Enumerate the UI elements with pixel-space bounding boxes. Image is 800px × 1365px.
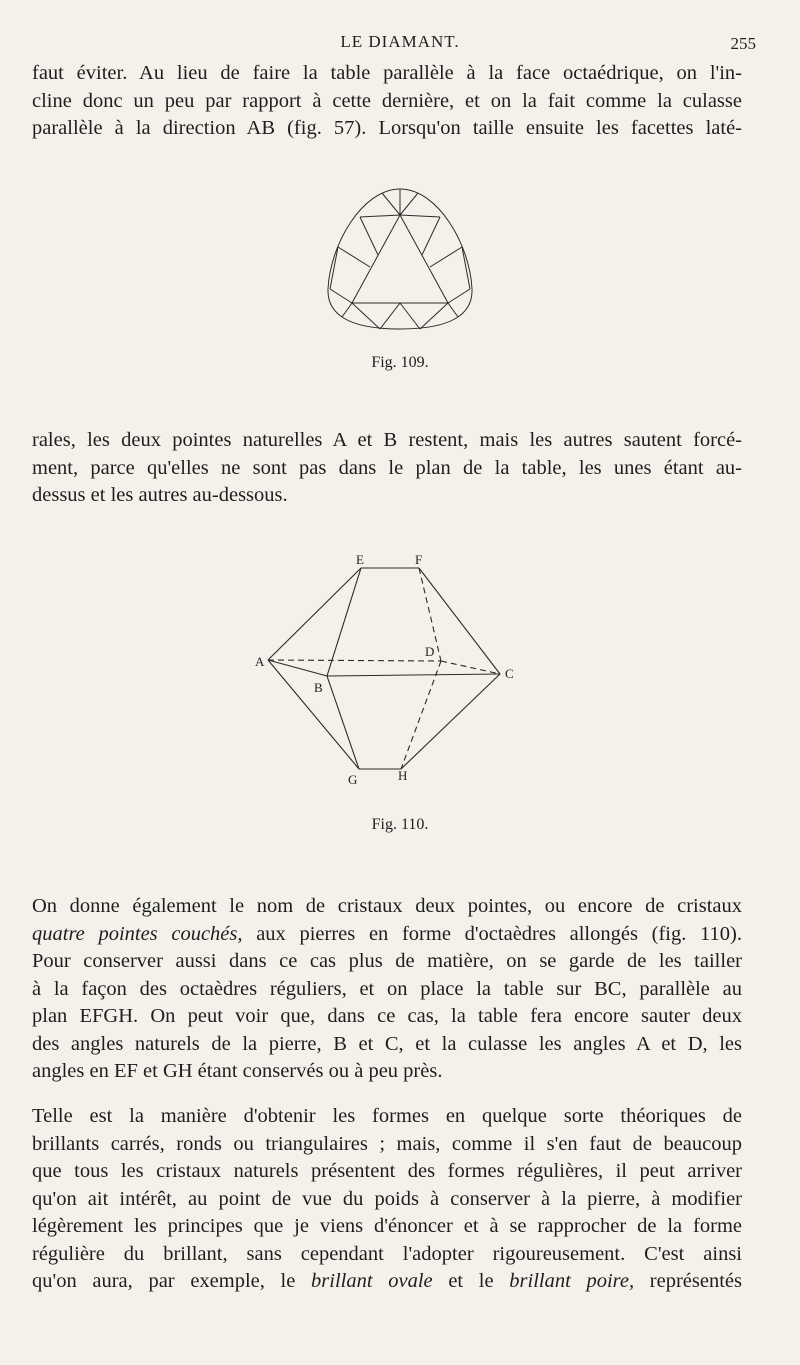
text-line: plan EFGH. On peut voir que, dans ce cas, la table fera encore sauter deux [32, 1005, 742, 1027]
paragraph-4 [32, 1103, 742, 1296]
italic-phrase: brillant ovale [311, 1270, 433, 1292]
paragraph-1 [32, 60, 742, 143]
vertex-label-b: B [314, 680, 323, 695]
text-line: qu'on ait intérêt, au point de vue du poids à conserver à la pierre, à modifier [32, 1187, 742, 1210]
text-span: représentés [634, 1270, 743, 1292]
vertex-label-g: G [348, 772, 358, 787]
text-line: Telle est la manière d'obtenir les formes en quelque sorte théoriques de [32, 1105, 742, 1127]
figure-110 [0, 548, 800, 798]
text-line: rales, les deux pointes naturelles A et B restent, mais les autres sautent forcé- [32, 429, 742, 451]
text-span: qu'on aura, par exemple, le [32, 1270, 312, 1292]
text-line [32, 921, 742, 949]
page-header [0, 28, 800, 52]
figure-110-caption: Fig. 110. [371, 816, 429, 833]
text-line: régulière du brillant, sans cependant l'adopter rigoureusement. C'est ainsi [32, 1242, 742, 1265]
text-line: légèrement les principes que je viens d'énoncer et à se rapprocher de la forme [32, 1215, 742, 1237]
figure-109 [0, 185, 800, 335]
italic-phrase: brillant poire, [509, 1270, 635, 1292]
figure-109-caption: Fig. 109. [371, 354, 429, 371]
table-facet [352, 215, 448, 303]
running-title: LE DIAMANT. [340, 32, 460, 51]
text-line: On donne également le nom de cristaux deux pointes, ou encore de cristaux [32, 895, 742, 917]
vertex-label-h: H [398, 768, 408, 783]
text-line: brillants carrés, ronds ou triangulaires ; mais, comme il s'en faut de beaucoup [32, 1132, 742, 1155]
text-line: parallèle à la direction AB (fig. 57). Lorsqu'on taille ensuite les facettes laté- [32, 117, 742, 139]
text-line: angles en EF et GH étant conservés ou à peu près. [32, 1060, 443, 1082]
text-line: dessus et les autres au-dessous. [32, 484, 288, 506]
italic-phrase: quatre pointes couchés, [32, 922, 243, 945]
vertex-label-a: A [255, 654, 265, 669]
text-span: et le [432, 1270, 510, 1292]
text-line: à la façon des octaèdres réguliers, et on place la table sur BC, parallèle au [32, 977, 742, 1000]
text-line [32, 1268, 742, 1296]
vertex-label-d: D [425, 644, 435, 659]
elongated-octahedron-drawing [255, 548, 540, 798]
vertex-label-f: F [415, 552, 423, 567]
triangular-brilliant-drawing [320, 185, 480, 335]
text-span: aux pierres en forme d'octaèdres allongés (fig. 110). [242, 922, 742, 945]
page-number: 255 [730, 34, 756, 53]
text-line: ment, parce qu'elles ne sont pas dans le plan de la table, les unes étant au- [32, 456, 742, 479]
vertex-label-c: C [505, 666, 514, 681]
text-line: Pour conserver aussi dans ce cas plus de matière, on se garde de les tailler [32, 950, 742, 972]
paragraph-2 [32, 427, 742, 510]
text-line: cline donc un peu par rapport à cette dernière, et on la fait comme la culasse [32, 89, 742, 112]
vertex-label-e: E [356, 552, 364, 567]
text-line: des angles naturels de la pierre, B et C, et la culasse les angles A et D, les [32, 1032, 742, 1055]
text-line: que tous les cristaux naturels présentent des formes régulières, il peut arriver [32, 1160, 742, 1182]
paragraph-3 [32, 893, 742, 1086]
text-line: faut éviter. Au lieu de faire la table parallèle à la face octaédrique, on l'in- [32, 62, 742, 84]
